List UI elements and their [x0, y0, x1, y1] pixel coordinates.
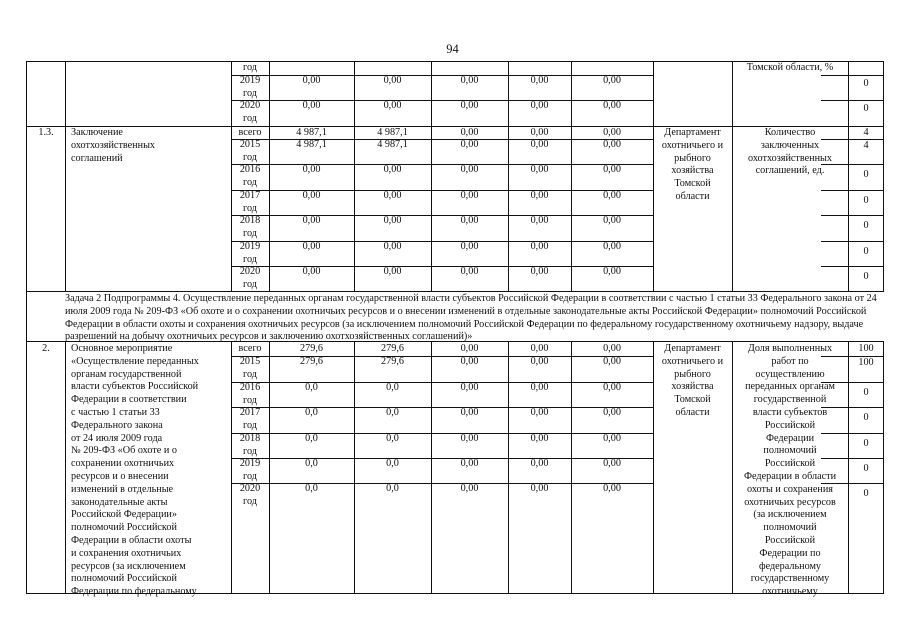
- amount-cell: 0,0: [386, 433, 399, 444]
- measure-name-line: ресурсов и о внесении: [71, 471, 169, 482]
- amount-cell: 0,00: [530, 356, 549, 367]
- year-label: 2019: [239, 458, 261, 469]
- amount-cell: 0,00: [530, 241, 549, 252]
- year-suffix: год: [243, 151, 257, 163]
- amount-cell: 0,00: [383, 241, 402, 252]
- measure-name-line: полномочий Российской: [71, 522, 177, 534]
- target-value: 0: [863, 195, 869, 206]
- indicator-line: Российской: [764, 458, 816, 470]
- indicator-line: переданных органам: [745, 381, 835, 393]
- amount-cell: 279,6: [381, 343, 404, 354]
- amount-cell: 0,00: [302, 164, 321, 175]
- indicator-line: Российской: [764, 535, 816, 546]
- indicator-line: Количество: [764, 127, 816, 138]
- target-value: 0: [863, 438, 869, 449]
- year-label: 2018: [239, 215, 261, 226]
- amount-cell: 0,00: [530, 343, 549, 354]
- year-suffix: год: [243, 495, 257, 507]
- target-value: 0: [863, 463, 869, 474]
- measure-name-line: охотхозяйственных: [71, 139, 156, 151]
- year-label: 2020: [239, 483, 261, 494]
- target-value: 0: [863, 78, 869, 89]
- amount-cell: 0,00: [603, 164, 621, 175]
- amount-cell: 0,00: [460, 190, 479, 201]
- amount-cell: 0,00: [603, 433, 621, 444]
- year-label: 2015: [239, 356, 261, 367]
- amount-cell: 0,00: [302, 75, 321, 86]
- indicator-line: заключенных: [760, 139, 820, 151]
- measure-name-line: Основное мероприятие: [71, 343, 173, 354]
- amount-cell: 0,00: [383, 164, 402, 175]
- year-suffix: год: [243, 176, 257, 188]
- amount-cell: 0,00: [460, 483, 479, 494]
- indicator-line: Федерации: [765, 432, 815, 444]
- indicator-line: Федерации в области: [743, 471, 837, 482]
- measure-name-line: Федерального закона: [71, 419, 163, 431]
- measure-name-line: изменений в отдельные: [71, 483, 174, 495]
- amount-cell: 0,00: [603, 407, 621, 418]
- amount-cell: 0,00: [302, 100, 321, 111]
- indicator-line: полномочий: [763, 522, 817, 534]
- year-label: 2020: [239, 100, 261, 111]
- measure-name-line: с частью 1 статьи 33: [71, 407, 160, 418]
- amount-cell: 0,0: [386, 382, 399, 393]
- amount-cell: 0,00: [302, 215, 321, 226]
- amount-cell: 0,00: [603, 266, 621, 277]
- target-value: 4: [863, 127, 869, 138]
- year-label: 2017: [239, 190, 261, 201]
- indicator-line: Российской: [764, 419, 816, 431]
- row-divider: [821, 190, 884, 191]
- measure-name-line: полномочий Российской: [71, 573, 177, 585]
- amount-cell: 0,0: [305, 483, 318, 494]
- amount-cell: 0,00: [530, 483, 549, 494]
- measure-name-line: и сохранения охотничьих: [71, 547, 182, 559]
- column-divider: [65, 62, 66, 291]
- amount-cell: 0,00: [603, 382, 621, 393]
- executor-line: области: [675, 191, 710, 202]
- amount-cell: 0,00: [302, 266, 321, 277]
- amount-cell: 0,0: [305, 458, 318, 469]
- task-heading: Задача 2 Подпрограммы 4. Осуществление переданных органам государственной власти субъектов Российской Федерации в соответствии с частью 1 статьи 33 Федерального закона от 24 июля 2009 года № 209-ФЗ «Об охоте и о сохранении охотничьих ресурсов и о внесении изменений в отдельные законодательные акты Российской Федерации» полномочий Российской Федерации в области охоты и сохранения охотничьих ресурсов (за исключением полномочий Российской Федерации по федеральному государственному охотничьему надзору, выдаче разрешений на добычу охотничьих ресурсов и заключению охотхозяйственных соглашений)»: [65, 293, 877, 343]
- target-value: 0: [863, 246, 869, 257]
- amount-cell: 0,00: [383, 215, 402, 226]
- amount-cell: 0,00: [530, 139, 549, 150]
- amount-cell: 0,00: [530, 75, 549, 86]
- year-label: 2020: [239, 266, 261, 277]
- amount-cell: 0,00: [460, 407, 479, 418]
- target-value: 0: [863, 412, 869, 423]
- row-divider: [821, 75, 884, 76]
- amount-cell: 4 987,1: [377, 139, 408, 150]
- measure-name-line: ресурсов (за исключением: [71, 560, 186, 572]
- amount-cell: 0,00: [460, 215, 479, 226]
- amount-cell: 0,00: [383, 190, 402, 201]
- amount-cell: 0,00: [302, 241, 321, 252]
- amount-cell: 0,00: [603, 75, 621, 86]
- amount-cell: 4 987,1: [377, 127, 408, 138]
- amount-cell: 0,0: [386, 458, 399, 469]
- measure-name-line: Федерации в соответствии: [71, 394, 187, 406]
- section-divider: [27, 341, 884, 342]
- amount-cell: 0,00: [603, 241, 621, 252]
- measure-name-line: «Осуществление переданных: [71, 355, 199, 367]
- budget-table: [26, 61, 884, 598]
- amount-cell: 0,00: [603, 356, 621, 367]
- target-value: 0: [863, 488, 869, 499]
- amount-cell: 0,00: [460, 75, 479, 86]
- amount-cell: 0,00: [530, 164, 549, 175]
- measure-name-line: соглашений: [71, 152, 123, 164]
- column-divider: [65, 341, 66, 594]
- amount-cell: 4 987,1: [296, 127, 327, 138]
- amount-cell: 0,00: [603, 343, 621, 354]
- year-label: 2019: [239, 75, 261, 86]
- executor-line: хозяйства: [671, 381, 714, 393]
- executor-line: Департамент: [664, 343, 721, 354]
- amount-cell: 0,0: [386, 483, 399, 494]
- executor-line: охотничьего и: [661, 139, 724, 151]
- year-suffix: год: [243, 278, 257, 290]
- row-divider: [821, 241, 884, 242]
- year-label: 2019: [239, 241, 261, 252]
- indicator-line: соглашений, ед.: [755, 165, 825, 177]
- target-value: 100: [858, 357, 874, 368]
- year-suffix: год: [243, 87, 257, 99]
- row-number: 2.: [42, 343, 50, 354]
- amount-cell: 0,00: [603, 127, 621, 138]
- amount-cell: 0,00: [460, 100, 479, 111]
- amount-cell: 0,00: [302, 190, 321, 201]
- amount-cell: 0,00: [530, 127, 549, 138]
- year-label: 2017: [239, 407, 261, 418]
- measure-name-line: Заключение: [71, 127, 123, 138]
- executor-line: области: [675, 407, 710, 418]
- measure-name-line: Федерации по федеральному: [71, 586, 197, 598]
- amount-cell: 0,00: [530, 100, 549, 111]
- indicator-text: Томской области, %: [746, 62, 834, 73]
- amount-cell: 0,00: [460, 139, 479, 150]
- amount-cell: 0,00: [530, 382, 549, 393]
- page-number: 94: [446, 42, 459, 56]
- indicator-line: государственной: [753, 394, 827, 406]
- amount-cell: 0,00: [460, 433, 479, 444]
- year-suffix: год: [243, 112, 257, 124]
- measure-name-line: сохранении охотничьих: [71, 458, 175, 470]
- year-suffix: год: [243, 202, 257, 214]
- amount-cell: 0,00: [460, 458, 479, 469]
- amount-cell: 0,0: [305, 407, 318, 418]
- row-divider: [821, 100, 884, 101]
- indicator-line: государственному: [750, 573, 830, 585]
- indicator-line: охотничьему: [762, 586, 818, 598]
- measure-name-line: Российской Федерации»: [71, 509, 177, 521]
- indicator-line: федеральному: [758, 560, 822, 572]
- amount-cell: 0,00: [603, 139, 621, 150]
- amount-cell: 0,0: [305, 433, 318, 444]
- indicator-line: осуществлению: [755, 368, 825, 380]
- measure-name-line: от 24 июля 2009 года: [71, 432, 163, 444]
- amount-cell: 0,0: [305, 382, 318, 393]
- row-number: 1.3.: [38, 127, 54, 138]
- year-label: 2018: [239, 433, 261, 444]
- amount-cell: 4 987,1: [296, 139, 327, 150]
- target-value: 100: [858, 343, 874, 354]
- target-value: 0: [863, 387, 869, 398]
- amount-cell: 0,0: [386, 407, 399, 418]
- row-divider: [821, 215, 884, 216]
- measure-name-line: органам государственной: [71, 368, 182, 380]
- indicator-line: власти субъектов: [752, 407, 828, 418]
- executor-line: Томской: [674, 178, 711, 190]
- executor-line: хозяйства: [671, 165, 714, 177]
- amount-cell: 0,00: [460, 164, 479, 175]
- amount-cell: 0,00: [603, 458, 621, 469]
- amount-cell: 0,00: [460, 241, 479, 252]
- measure-name-line: Федерации в области охоты: [71, 535, 192, 546]
- year-suffix: год: [243, 419, 257, 431]
- section-divider: [27, 291, 884, 292]
- indicator-line: охотхозяйственных: [747, 152, 832, 164]
- indicator-line: охоты и сохранения: [747, 483, 833, 495]
- amount-cell: 0,00: [460, 343, 479, 354]
- amount-cell: 0,00: [460, 127, 479, 138]
- amount-cell: 0,00: [530, 407, 549, 418]
- amount-cell: 0,00: [383, 100, 402, 111]
- year-suffix: год: [243, 445, 257, 457]
- measure-name-line: № 209-ФЗ «Об охоте и о: [71, 445, 177, 457]
- target-value: 4: [863, 140, 869, 151]
- measure-name-line: законодательные акты: [71, 496, 168, 508]
- executor-line: Департамент: [664, 127, 721, 138]
- executor-line: охотничьего и: [661, 355, 724, 367]
- amount-cell: 0,00: [530, 266, 549, 277]
- executor-line: рыбного: [674, 368, 711, 380]
- amount-cell: 0,00: [460, 382, 479, 393]
- amount-cell: 0,00: [530, 190, 549, 201]
- amount-cell: 0,00: [530, 433, 549, 444]
- amount-cell: 0,00: [460, 356, 479, 367]
- executor-line: Томской: [674, 394, 711, 406]
- amount-cell: 0,00: [530, 215, 549, 226]
- row-divider: [821, 266, 884, 267]
- amount-cell: 0,00: [460, 266, 479, 277]
- amount-cell: 279,6: [300, 356, 323, 367]
- year-suffix: год: [243, 394, 257, 406]
- target-value: 0: [863, 169, 869, 180]
- indicator-line: полномочий: [763, 445, 817, 457]
- year-label: всего: [238, 127, 262, 138]
- indicator-line: Федерации по: [759, 547, 821, 559]
- amount-cell: 0,00: [530, 458, 549, 469]
- year-suffix: год: [243, 470, 257, 482]
- year-label: год: [243, 62, 257, 73]
- year-label: 2015: [239, 139, 261, 150]
- indicator-line: (за исключением: [753, 509, 827, 521]
- amount-cell: 0,00: [383, 266, 402, 277]
- amount-cell: 0,00: [603, 190, 621, 201]
- amount-cell: 0,00: [603, 100, 621, 111]
- year-label: всего: [238, 343, 262, 354]
- indicator-line: Доля выполненных: [747, 343, 833, 354]
- indicator-line: работ по: [771, 355, 809, 367]
- indicator-line: охотничьих ресурсов: [744, 496, 836, 508]
- amount-cell: 0,00: [603, 483, 621, 494]
- amount-cell: 279,6: [300, 343, 323, 354]
- amount-cell: 279,6: [381, 356, 404, 367]
- amount-cell: 0,00: [603, 215, 621, 226]
- year-suffix: год: [243, 227, 257, 239]
- measure-name-line: власти субъектов Российской: [71, 381, 199, 393]
- target-value: 0: [863, 271, 869, 282]
- target-value: 0: [863, 220, 869, 231]
- year-label: 2016: [239, 164, 261, 175]
- year-label: 2016: [239, 382, 261, 393]
- year-suffix: год: [243, 253, 257, 265]
- year-suffix: год: [243, 368, 257, 380]
- amount-cell: 0,00: [383, 75, 402, 86]
- target-value: 0: [863, 103, 869, 114]
- executor-line: рыбного: [674, 152, 711, 164]
